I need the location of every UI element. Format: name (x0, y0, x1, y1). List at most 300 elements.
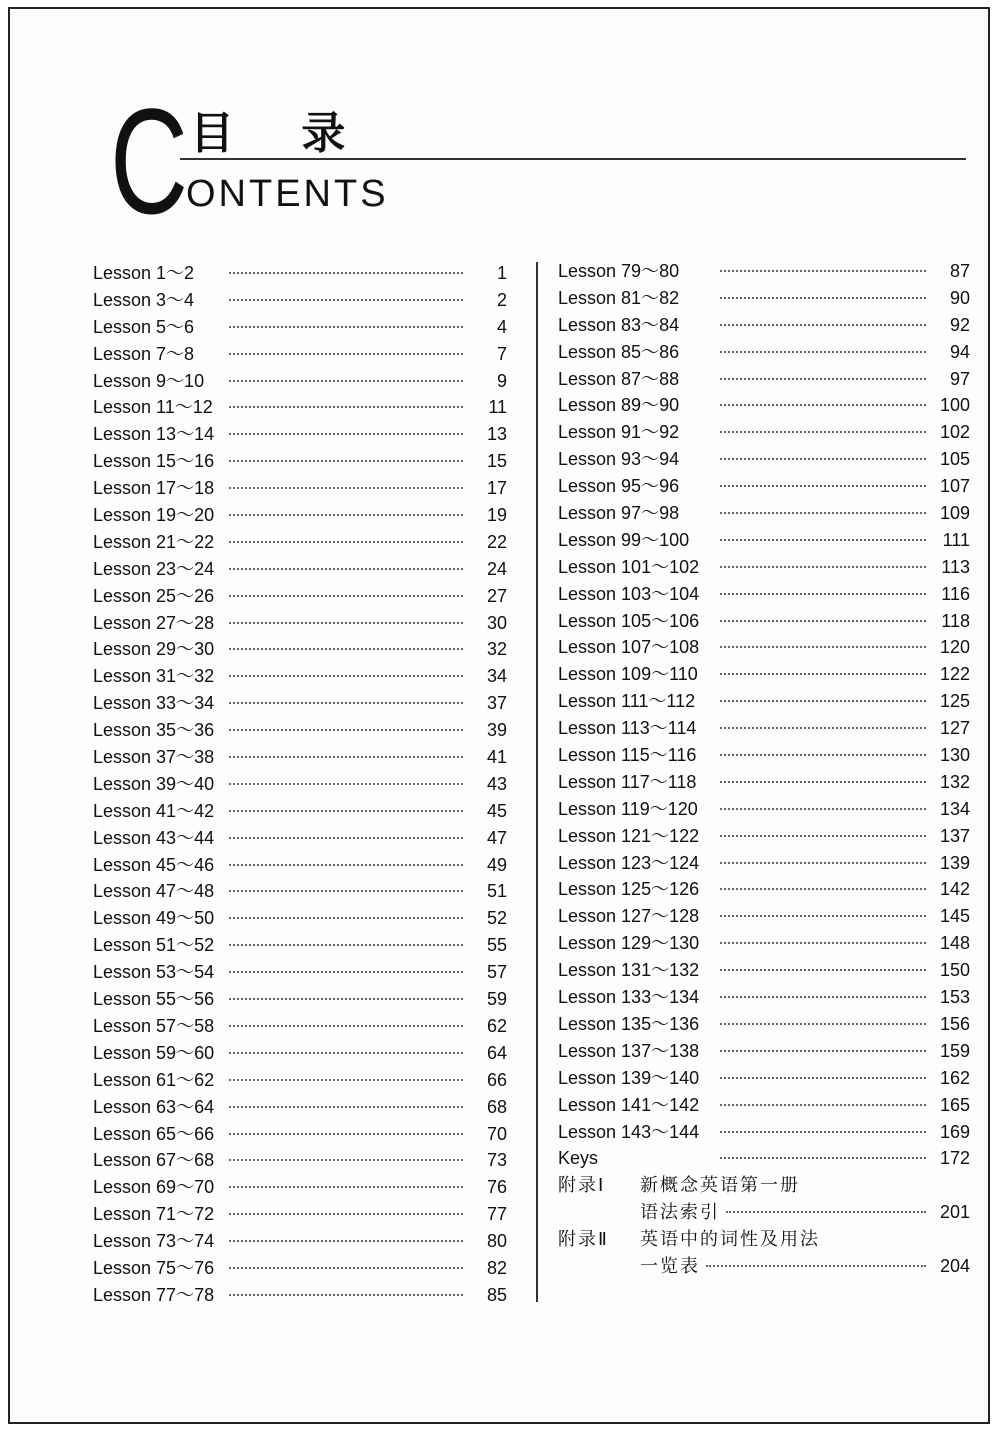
toc-entry-label: Lesson 81～82 (558, 287, 680, 308)
toc-entry-label: Lesson 33～34 (93, 693, 215, 714)
toc-page-number: 145 (939, 906, 970, 927)
dot-leader (229, 971, 463, 973)
toc-page-number: 118 (941, 610, 970, 631)
dot-leader (229, 1159, 463, 1161)
toc-page-number: 76 (486, 1177, 507, 1198)
toc-entry[interactable] (558, 634, 970, 661)
toc-page-number: 82 (486, 1257, 507, 1278)
toc-page-number: 34 (486, 666, 507, 687)
toc-page-number: 107 (939, 476, 970, 497)
header-rule (180, 158, 966, 160)
toc-entry[interactable] (93, 986, 507, 1013)
toc-page-number: 142 (939, 879, 970, 900)
toc-entry[interactable] (93, 1067, 507, 1094)
dot-leader (720, 915, 926, 917)
toc-entry-label: Lesson 71～72 (93, 1204, 215, 1225)
dot-leader (720, 673, 926, 675)
toc-page-number: 134 (939, 798, 970, 819)
toc-entry[interactable] (558, 688, 970, 715)
toc-entry[interactable] (558, 581, 970, 608)
toc-entry-label: Lesson 39～40 (93, 773, 215, 794)
toc-page-number: 87 (949, 261, 970, 281)
dot-leader (720, 324, 926, 326)
dot-leader (229, 1186, 463, 1188)
dot-leader (720, 969, 926, 971)
toc-entry[interactable] (558, 1038, 970, 1065)
toc-entry-label: Lesson 141～142 (558, 1094, 700, 1115)
chinese-title: 目 录 (190, 108, 372, 159)
dot-leader (720, 808, 926, 810)
appendix-mark: 附录Ⅰ (558, 1175, 606, 1196)
toc-entry-label: Lesson 77～78 (93, 1284, 215, 1305)
dot-leader (720, 566, 926, 568)
toc-entry[interactable] (93, 475, 507, 502)
toc-entry[interactable] (93, 932, 507, 959)
dot-leader (229, 1240, 463, 1242)
toc-entry[interactable] (93, 852, 507, 879)
dot-leader (720, 539, 926, 541)
dot-leader (720, 378, 926, 380)
toc-entry[interactable] (558, 446, 970, 473)
dot-leader (720, 297, 926, 299)
toc-entry[interactable] (93, 798, 507, 825)
toc-entry[interactable] (93, 959, 507, 986)
toc-page-number: 105 (939, 449, 970, 470)
dot-leader (720, 754, 926, 756)
toc-page-number: 116 (941, 583, 970, 604)
toc-entry-label: Lesson 115～116 (558, 745, 697, 766)
dot-leader (229, 380, 463, 382)
dot-leader (229, 299, 463, 301)
dot-leader (229, 326, 463, 328)
toc-entry[interactable] (93, 1013, 507, 1040)
toc-entry[interactable] (93, 1040, 507, 1067)
toc-entry[interactable] (558, 339, 970, 366)
toc-entry[interactable] (93, 556, 507, 583)
toc-entry[interactable] (558, 1011, 970, 1038)
dot-leader (229, 514, 463, 516)
toc-entry[interactable] (93, 502, 507, 529)
toc-entry-label: Lesson 131～132 (558, 960, 700, 981)
toc-entry[interactable] (93, 771, 507, 798)
toc-page-number: 137 (939, 825, 970, 846)
toc-entry-label: Lesson 43～44 (93, 827, 215, 848)
toc-entry[interactable] (558, 1119, 970, 1146)
toc-entry[interactable] (93, 905, 507, 932)
toc-page-number: 55 (486, 935, 507, 956)
toc-entry-label: Lesson 55～56 (93, 989, 215, 1010)
toc-entry[interactable] (93, 1282, 507, 1309)
toc-entry-label: Lesson 3～4 (93, 289, 195, 310)
dot-leader (720, 996, 926, 998)
toc-page-number: 2 (496, 289, 507, 310)
toc-entry-label: Lesson 87～88 (558, 368, 680, 389)
dot-leader (229, 783, 463, 785)
dot-leader (720, 270, 926, 272)
toc-entry[interactable] (93, 421, 507, 448)
dot-leader (720, 835, 926, 837)
dot-leader (229, 944, 463, 946)
toc-entry[interactable] (558, 1092, 970, 1119)
toc-page-number: 113 (941, 556, 970, 577)
toc-entry-label: Lesson 41～42 (93, 800, 215, 821)
toc-entry[interactable] (558, 661, 970, 688)
dot-leader (720, 1077, 926, 1079)
toc-entry-label: Lesson 117～118 (558, 771, 697, 792)
toc-entry[interactable] (93, 744, 507, 771)
toc-entry-label: Lesson 143～144 (558, 1121, 700, 1142)
appendix-entry[interactable] (558, 1172, 970, 1199)
toc-entry-label: Lesson 69～70 (93, 1177, 215, 1198)
toc-page-number: 109 (939, 503, 970, 524)
toc-entry[interactable] (93, 314, 507, 341)
toc-entry[interactable] (558, 715, 970, 742)
dot-leader (229, 648, 463, 650)
dot-leader (720, 512, 926, 514)
toc-entry-label: Lesson 133～134 (558, 987, 700, 1008)
toc-entry[interactable] (558, 312, 970, 339)
toc-entry-label: Lesson 127～128 (558, 906, 700, 927)
appendix-entry[interactable] (558, 1226, 970, 1253)
toc-entry-label: Lesson 49～50 (93, 908, 215, 929)
toc-page-number: 148 (939, 933, 970, 954)
dot-leader (229, 487, 463, 489)
dot-leader (720, 888, 926, 890)
toc-page-number: 127 (939, 718, 970, 739)
toc-page-number: 43 (486, 773, 507, 794)
toc-entry-label: Lesson 91～92 (558, 422, 680, 443)
toc-entry[interactable] (93, 1121, 507, 1148)
toc-entry[interactable] (93, 1228, 507, 1255)
dot-leader (706, 1265, 926, 1267)
toc-entry[interactable] (558, 366, 970, 393)
toc-entry[interactable] (93, 529, 507, 556)
dot-leader (229, 810, 463, 812)
toc-page-number: 68 (486, 1096, 507, 1117)
dot-leader (720, 862, 926, 864)
toc-entry[interactable] (558, 876, 970, 903)
toc-page-number: 97 (949, 368, 970, 389)
toc-page-number: 66 (486, 1069, 507, 1090)
toc-entry-label: Lesson 85～86 (558, 341, 680, 362)
toc-entry-label: Lesson 53～54 (93, 962, 215, 983)
toc-entry-label: Lesson 93～94 (558, 449, 680, 470)
toc-entry[interactable] (558, 823, 970, 850)
toc-entry[interactable] (558, 608, 970, 635)
dot-leader (720, 646, 926, 648)
toc-entry-label: Lesson 99～100 (558, 529, 690, 550)
toc-entry[interactable] (558, 1065, 970, 1092)
toc-page-number: 62 (486, 1015, 507, 1036)
toc-entry-label: Lesson 31～32 (93, 666, 215, 687)
toc-entry-label: Lesson 65～66 (93, 1123, 215, 1144)
dot-leader (229, 1106, 463, 1108)
toc-entry[interactable] (93, 583, 507, 610)
dot-leader (720, 1050, 926, 1052)
toc-entry[interactable] (558, 500, 970, 527)
toc-entry-label: Lesson 119～120 (558, 798, 698, 819)
toc-entry[interactable] (558, 419, 970, 446)
dot-leader (229, 1267, 463, 1269)
toc-page-number: 122 (939, 664, 970, 685)
toc-page-number: 201 (939, 1202, 970, 1223)
dot-leader (229, 433, 463, 435)
toc-entry-label: Lesson 1～2 (93, 263, 195, 283)
toc-entry-label: Lesson 79～80 (558, 261, 680, 281)
toc-entry[interactable] (558, 527, 970, 554)
toc-entry[interactable] (558, 796, 970, 823)
toc-entry-label: Lesson 121～122 (558, 825, 700, 846)
toc-page-number: 17 (486, 478, 507, 499)
toc-entry-label: Lesson 47～48 (93, 881, 215, 902)
dot-leader (720, 1104, 926, 1106)
toc-entry[interactable] (558, 258, 970, 285)
toc-entry-label: Lesson 37～38 (93, 747, 215, 768)
toc-entry[interactable] (93, 341, 507, 368)
appendix-title-line1: 新概念英语第一册 (640, 1175, 800, 1196)
toc-page-number: 41 (486, 747, 507, 768)
toc-right-column (558, 258, 970, 1280)
toc-entry[interactable] (93, 394, 507, 421)
toc-entry[interactable] (93, 260, 507, 287)
toc-entry-label: Lesson 95～96 (558, 476, 680, 497)
dot-leader (229, 406, 463, 408)
toc-entry[interactable] (558, 1145, 970, 1172)
toc-entry-label: Lesson 109～110 (558, 664, 698, 685)
toc-entry-label: Lesson 45～46 (93, 854, 215, 875)
toc-entry-label: Lesson 67～68 (93, 1150, 215, 1171)
toc-entry-label: Lesson 97～98 (558, 503, 680, 524)
toc-page-number: 24 (486, 558, 507, 579)
toc-entry[interactable] (558, 984, 970, 1011)
toc-page-number: 7 (496, 343, 507, 364)
toc-entry[interactable] (93, 636, 507, 663)
toc-page-number: 165 (939, 1094, 970, 1115)
toc-page-number: 150 (939, 960, 970, 981)
toc-entry[interactable] (558, 930, 970, 957)
toc-page-number: 169 (939, 1121, 970, 1142)
toc-entry[interactable] (93, 287, 507, 314)
toc-entry[interactable] (93, 1201, 507, 1228)
dot-leader (720, 458, 926, 460)
toc-page-number: 4 (496, 316, 507, 337)
toc-entry[interactable] (558, 554, 970, 581)
dot-leader (720, 942, 926, 944)
toc-entry[interactable] (558, 957, 970, 984)
toc-entry[interactable] (558, 742, 970, 769)
dot-leader (229, 595, 463, 597)
toc-entry[interactable] (93, 663, 507, 690)
toc-page-number: 57 (486, 962, 507, 983)
dot-leader (720, 1023, 926, 1025)
toc-entry[interactable] (93, 448, 507, 475)
toc-entry-label: Lesson 123～124 (558, 852, 700, 873)
toc-entry-label: Lesson 23～24 (93, 558, 215, 579)
dot-leader (229, 890, 463, 892)
toc-entry[interactable] (93, 825, 507, 852)
toc-entry[interactable] (93, 1147, 507, 1174)
toc-page-number: 51 (486, 881, 507, 902)
toc-page-number: 92 (949, 314, 970, 335)
toc-entry-label: Lesson 25～26 (93, 585, 215, 606)
dot-leader (229, 729, 463, 731)
dot-leader (229, 837, 463, 839)
toc-entry-label: Lesson 9～10 (93, 370, 205, 391)
dot-leader (229, 917, 463, 919)
toc-page-number: 139 (939, 852, 970, 873)
appendix-title-line2: 一览表 (640, 1255, 700, 1276)
dot-leader (229, 568, 463, 570)
dot-leader (720, 1157, 926, 1159)
dot-leader (229, 1025, 463, 1027)
toc-entry[interactable] (93, 717, 507, 744)
toc-entry-label: Lesson 135～136 (558, 1013, 700, 1034)
toc-entry[interactable] (558, 903, 970, 930)
dot-leader (229, 756, 463, 758)
toc-entry-label: Lesson 11～12 (93, 397, 213, 418)
toc-page-number: 15 (486, 451, 507, 472)
toc-entry[interactable] (93, 1094, 507, 1121)
toc-entry[interactable] (93, 1174, 507, 1201)
appendix-entry-continuation[interactable] (558, 1253, 970, 1280)
toc-page-number: 19 (486, 505, 507, 526)
toc-entry[interactable] (558, 392, 970, 419)
dot-leader (229, 1052, 463, 1054)
toc-entry-label: Lesson 51～52 (93, 935, 215, 956)
toc-page-number: 11 (488, 397, 507, 418)
toc-entry-label: Lesson 19～20 (93, 505, 215, 526)
dot-leader (720, 431, 926, 433)
toc-page-number: 85 (486, 1284, 507, 1305)
dot-leader (720, 351, 926, 353)
toc-page-number: 172 (939, 1148, 970, 1169)
toc-page-number: 64 (486, 1042, 507, 1063)
toc-entry[interactable] (93, 690, 507, 717)
toc-page-number: 125 (939, 691, 970, 712)
toc-page-number: 13 (486, 424, 507, 445)
toc-page-number: 80 (486, 1231, 507, 1252)
toc-entry-label: Lesson 75～76 (93, 1257, 215, 1278)
dot-leader (720, 485, 926, 487)
toc-entry-label: Keys (558, 1148, 599, 1169)
appendix-entry-continuation[interactable] (558, 1199, 970, 1226)
toc-page-number: 120 (939, 637, 970, 658)
toc-entry[interactable] (558, 473, 970, 500)
toc-page-number: 111 (942, 529, 970, 550)
toc-page-number: 52 (486, 908, 507, 929)
toc-page-number: 102 (939, 422, 970, 443)
toc-page-number: 132 (939, 771, 970, 792)
toc-entry-label: Lesson 7～8 (93, 343, 195, 364)
toc-entry-label: Lesson 17～18 (93, 478, 215, 499)
toc-entry-label: Lesson 83～84 (558, 314, 680, 335)
dot-leader (720, 727, 926, 729)
toc-page-number: 37 (486, 693, 507, 714)
toc-page-number: 73 (486, 1150, 507, 1171)
toc-entry-label: Lesson 129～130 (558, 933, 700, 954)
toc-entry-label: Lesson 125～126 (558, 879, 700, 900)
toc-entry-label: Lesson 35～36 (93, 720, 215, 741)
toc-entry-label: Lesson 103～104 (558, 583, 700, 604)
toc-entry[interactable] (558, 850, 970, 877)
toc-entry-label: Lesson 15～16 (93, 451, 215, 472)
toc-entry-label: Lesson 29～30 (93, 639, 215, 660)
toc-entry[interactable] (93, 1255, 507, 1282)
dot-leader (229, 1294, 463, 1296)
appendix-title-line1: 英语中的词性及用法 (640, 1229, 820, 1250)
dot-leader (229, 460, 463, 462)
dot-leader (229, 998, 463, 1000)
toc-entry-label: Lesson 21～22 (93, 531, 215, 552)
toc-entry-label: Lesson 59～60 (93, 1042, 215, 1063)
toc-entry-label: Lesson 5～6 (93, 316, 195, 337)
toc-entry-label: Lesson 73～74 (93, 1231, 215, 1252)
toc-entry[interactable] (93, 368, 507, 395)
toc-page-number: 45 (486, 800, 507, 821)
toc-entry-label: Lesson 101～102 (558, 556, 700, 577)
toc-page-number: 30 (486, 612, 507, 633)
toc-page-number: 70 (486, 1123, 507, 1144)
dot-leader (720, 404, 926, 406)
toc-page-number: 39 (486, 720, 507, 741)
toc-entry-label: Lesson 89～90 (558, 395, 680, 416)
appendix-mark: 附录Ⅱ (558, 1229, 609, 1250)
toc-page-number: 1 (496, 263, 507, 283)
toc-left-column (93, 260, 507, 1309)
toc-page-number: 204 (939, 1255, 970, 1276)
toc-page-number: 130 (939, 745, 970, 766)
toc-page-number: 32 (486, 639, 507, 660)
dot-leader (229, 702, 463, 704)
toc-page-number: 156 (939, 1013, 970, 1034)
dot-leader (720, 700, 926, 702)
dot-leader (726, 1211, 926, 1213)
toc-entry-label: Lesson 63～64 (93, 1096, 215, 1117)
dot-leader (720, 781, 926, 783)
toc-page-number: 153 (939, 987, 970, 1008)
toc-entry-label: Lesson 111～112 (558, 691, 696, 712)
toc-page-number: 90 (949, 287, 970, 308)
dot-leader (229, 622, 463, 624)
toc-entry[interactable] (558, 769, 970, 796)
dot-leader (229, 541, 463, 543)
toc-entry[interactable] (93, 878, 507, 905)
dot-leader (720, 593, 926, 595)
toc-page-number: 49 (486, 854, 507, 875)
toc-entry-label: Lesson 113～114 (558, 718, 697, 739)
english-title: ONTENTS (186, 173, 389, 215)
toc-entry-label: Lesson 137～138 (558, 1040, 700, 1061)
dot-leader (720, 1131, 926, 1133)
appendix-title-line2: 语法索引 (640, 1202, 720, 1223)
toc-page-number: 159 (939, 1040, 970, 1061)
dot-leader (229, 1133, 463, 1135)
dot-leader (229, 675, 463, 677)
toc-page-number: 9 (496, 370, 507, 391)
toc-entry-label: Lesson 13～14 (93, 424, 215, 445)
toc-page-number: 59 (486, 989, 507, 1010)
dot-leader (229, 864, 463, 866)
dot-leader (229, 1079, 463, 1081)
toc-entry-label: Lesson 27～28 (93, 612, 215, 633)
toc-page-number: 47 (486, 827, 507, 848)
toc-entry[interactable] (93, 610, 507, 637)
toc-entry-label: Lesson 57～58 (93, 1015, 215, 1036)
dot-leader (229, 353, 463, 355)
toc-page-number: 100 (939, 395, 970, 416)
toc-entry[interactable] (558, 285, 970, 312)
dot-leader (720, 620, 926, 622)
